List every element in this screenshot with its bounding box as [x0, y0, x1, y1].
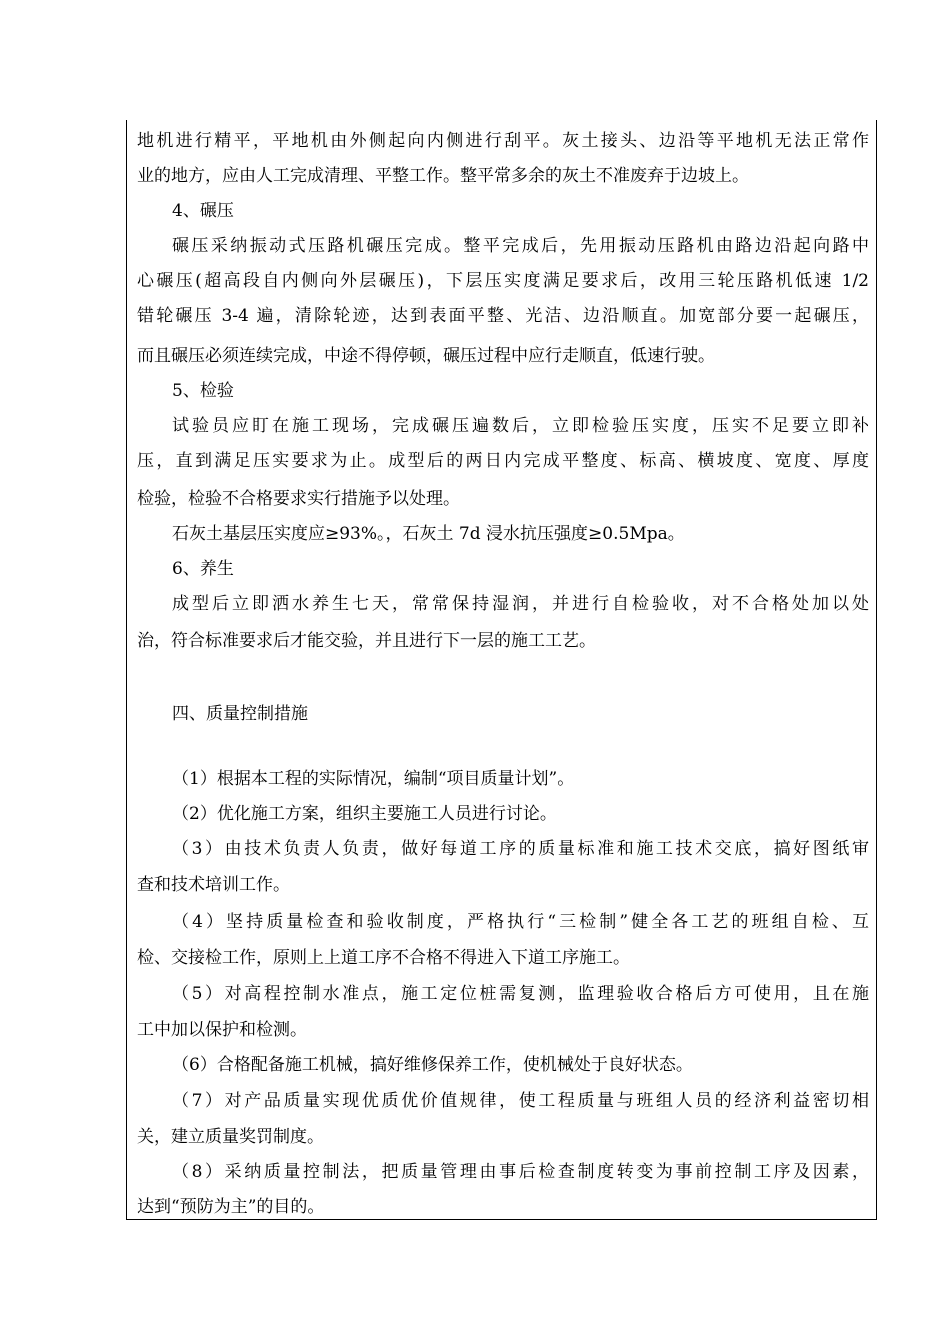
text-line: 心碾压(超高段自内侧向外层碾压)，下层压实度满足要求后，改用三轮压路机低速 1/2 [137, 271, 869, 291]
text-line: 地机进行精平，平地机由外侧起向内侧进行刮平。灰土接头、边沿等平地机无法正常作 [137, 131, 869, 151]
text-line: 检、交接检工作，原则上上道工序不合格不得进入下道工序施工。 [137, 948, 630, 968]
list-item: （1）根据本工程的实际情况，编制“项目质量计划”。 [172, 769, 575, 789]
text-line: 错轮碾压 3-4 遍，清除轮迹，达到表面平整、光洁、边沿顺直。加宽部分要一起碾压， [137, 306, 869, 326]
list-item: （3）由技术负责人负责，做好每道工序的质量标准和施工技术交底，搞好图纸审 [172, 839, 869, 859]
text-line: 关，建立质量奖罚制度。 [137, 1127, 324, 1147]
list-item: （4）坚持质量检查和验收制度，严格执行“三检制”健全各工艺的班组自检、互 [172, 912, 869, 932]
section-heading: 6、养生 [172, 559, 234, 579]
text-line: 压，直到满足压实要求为止。成型后的两日内完成平整度、标高、横坡度、宽度、厚度 [137, 451, 869, 471]
section-heading: 4、碾压 [172, 201, 234, 221]
list-item: （2）优化施工方案，组织主要施工人员进行讨论。 [172, 804, 557, 824]
text-line: 查和技术培训工作。 [137, 875, 290, 895]
list-item: （8）采纳质量控制法，把质量管理由事后检查制度转变为事前控制工序及因素， [172, 1162, 869, 1182]
text-line: 碾压采纳振动式压路机碾压完成。整平完成后，先用振动压路机由路边沿起向路中 [172, 236, 869, 256]
text-line: 治，符合标准要求后才能交验，并且进行下一层的施工工艺。 [137, 631, 596, 651]
section-title: 四、质量控制措施 [172, 704, 308, 724]
text-line: 石灰土基层压实度应≥93%。，石灰土 7d 浸水抗压强度≥0.5Mpa。 [172, 524, 685, 544]
section-heading: 5、检验 [172, 381, 234, 401]
text-line: 检验，检验不合格要求实行措施予以处理。 [137, 489, 460, 509]
list-item: （7）对产品质量实现优质优价值规律，使工程质量与班组人员的经济利益密切相 [172, 1091, 869, 1111]
text-line: 达到“预防为主”的目的。 [137, 1197, 325, 1217]
text-line: 成型后立即洒水养生七天，常常保持湿润，并进行自检验收，对不合格处加以处 [172, 594, 869, 614]
text-line: 试验员应盯在施工现场，完成碾压遍数后，立即检验压实度，压实不足要立即补 [172, 416, 869, 436]
text-line: 而且碾压必须连续完成，中途不得停顿，碾压过程中应行走顺直，低速行驶。 [137, 346, 715, 366]
list-item: （6）合格配备施工机械，搞好维修保养工作，使机械处于良好状态。 [172, 1055, 693, 1075]
text-line: 业的地方，应由人工完成清理、平整工作。整平常多余的灰土不准废弃于边坡上。 [137, 166, 749, 186]
text-line: 工中加以保护和检测。 [137, 1020, 307, 1040]
list-item: （5）对高程控制水准点，施工定位桩需复测，监理验收合格后方可使用，且在施 [172, 984, 869, 1004]
